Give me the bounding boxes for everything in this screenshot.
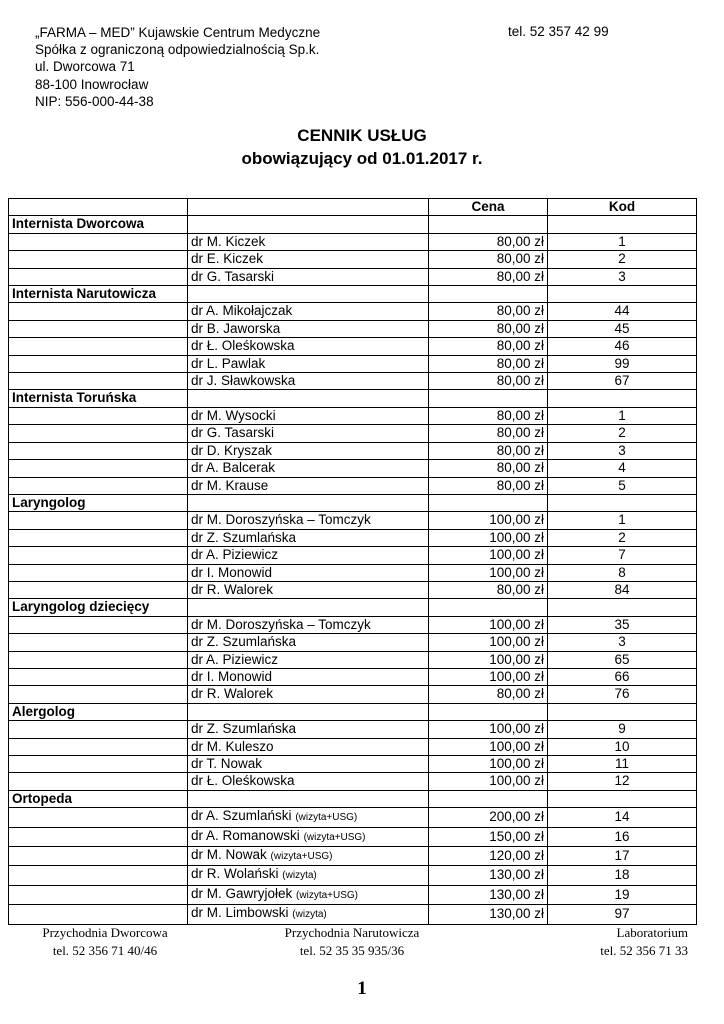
empty-cell <box>9 721 188 738</box>
table-row <box>9 251 697 268</box>
company-city: 88-100 Inowrocław <box>35 76 149 92</box>
company-header <box>35 24 320 110</box>
doctor-name: dr M. Kuleszo <box>191 738 274 754</box>
code-cell: 19 <box>548 885 697 904</box>
doctor-cell <box>188 251 429 268</box>
empty-cell <box>548 703 697 720</box>
doctor-cell <box>188 866 429 885</box>
doctor-cell <box>188 407 429 424</box>
doctor-name: dr M. Doroszyńska – Tomczyk <box>191 616 371 632</box>
price-cell: 100,00 zł <box>429 512 548 529</box>
table-row <box>9 233 697 250</box>
doctor-name: dr M. Limbowski <box>191 905 289 921</box>
price-cell: 100,00 zł <box>429 564 548 581</box>
code-cell: 5 <box>548 477 697 494</box>
doctor-cell <box>188 373 429 390</box>
empty-cell <box>9 268 188 285</box>
table-row <box>9 477 697 494</box>
price-cell: 80,00 zł <box>429 320 548 337</box>
table-row <box>9 885 697 904</box>
doctor-cell <box>188 773 429 790</box>
visit-note: (wizyta) <box>292 909 327 921</box>
table-row <box>9 529 697 546</box>
category-row <box>9 494 697 511</box>
footer-clinic-phone: tel. 52 356 71 40/46 <box>52 943 158 958</box>
company-nip: NIP: 556-000-44-38 <box>35 93 154 109</box>
category-row <box>9 286 697 303</box>
footer-clinic-name: Przychodnia Dworcowa <box>42 925 168 940</box>
price-cell: 100,00 zł <box>429 721 548 738</box>
doctor-cell <box>188 355 429 372</box>
category-row <box>9 390 697 407</box>
footer-clinic-phone: tel. 52 35 35 935/36 <box>299 943 405 958</box>
doctor-cell <box>188 320 429 337</box>
code-cell: 1 <box>548 407 697 424</box>
empty-cell <box>9 866 188 885</box>
price-cell: 100,00 zł <box>429 651 548 668</box>
empty-cell <box>9 442 188 459</box>
code-cell: 1 <box>548 512 697 529</box>
document-subtitle: obowiązujący od 01.01.2017 r. <box>241 149 483 168</box>
table-row <box>9 355 697 372</box>
code-cell: 3 <box>548 268 697 285</box>
empty-cell <box>188 790 429 807</box>
category-label: Internista Toruńska <box>9 390 188 407</box>
price-cell: 80,00 zł <box>429 460 548 477</box>
empty-cell <box>9 460 188 477</box>
empty-cell <box>9 885 188 904</box>
code-cell: 16 <box>548 827 697 846</box>
doctor-cell <box>188 827 429 846</box>
doctor-cell <box>188 233 429 250</box>
doctor-name: dr M. Kiczek <box>191 233 266 249</box>
company-street: ul. Dworcowa 71 <box>35 59 135 75</box>
empty-cell <box>9 827 188 846</box>
category-row <box>9 790 697 807</box>
doctor-name: dr G. Tasarski <box>191 425 275 441</box>
footer-clinic-phone: tel. 52 356 71 33 <box>600 943 688 958</box>
table-row <box>9 268 697 285</box>
code-cell: 7 <box>548 547 697 564</box>
empty-cell <box>548 216 697 233</box>
doctor-name: dr Z. Szumlańska <box>191 634 297 650</box>
code-cell: 2 <box>548 529 697 546</box>
empty-cell <box>9 477 188 494</box>
code-cell: 12 <box>548 773 697 790</box>
price-cell: 80,00 zł <box>429 477 548 494</box>
price-cell: 80,00 zł <box>429 251 548 268</box>
document-title: CENNIK USŁUG <box>297 126 427 145</box>
doctor-cell <box>188 808 429 827</box>
price-cell: 100,00 zł <box>429 634 548 651</box>
company-legal-form: Spółka z ograniczoną odpowiedzialnością Sp.k. <box>35 42 320 58</box>
price-cell: 80,00 zł <box>429 425 548 442</box>
doctor-name: dr A. Romanowski <box>191 827 300 843</box>
code-cell: 2 <box>548 425 697 442</box>
company-phone: tel. 52 357 42 99 <box>508 24 609 39</box>
price-cell: 80,00 zł <box>429 233 548 250</box>
doctor-cell <box>188 268 429 285</box>
doctor-cell <box>188 581 429 598</box>
visit-note: (wizyta+USG) <box>303 831 366 843</box>
category-label: Laryngolog dziecięcy <box>9 599 188 616</box>
empty-cell <box>9 616 188 633</box>
empty-cell <box>9 686 188 703</box>
price-cell: 80,00 zł <box>429 338 548 355</box>
code-cell: 17 <box>548 847 697 866</box>
empty-cell <box>548 390 697 407</box>
doctor-name: dr A. Mikołajczak <box>191 303 293 319</box>
footer-clinic-name: Laboratorium <box>616 925 688 940</box>
doctor-cell <box>188 634 429 651</box>
code-cell: 65 <box>548 651 697 668</box>
empty-cell <box>188 216 429 233</box>
doctor-cell <box>188 885 429 904</box>
category-row <box>9 599 697 616</box>
doctor-name: dr Z. Szumlańska <box>191 721 297 737</box>
doctor-cell <box>188 651 429 668</box>
doctor-cell <box>188 756 429 773</box>
category-label: Alergolog <box>9 703 188 720</box>
doctor-name: dr E. Kiczek <box>191 251 264 267</box>
empty-cell <box>429 216 548 233</box>
empty-cell <box>548 790 697 807</box>
empty-cell <box>9 512 188 529</box>
code-cell: 3 <box>548 634 697 651</box>
empty-cell <box>9 634 188 651</box>
empty-cell <box>548 494 697 511</box>
header-doctor <box>188 199 429 216</box>
table-row <box>9 905 697 924</box>
table-row <box>9 373 697 390</box>
price-cell: 80,00 zł <box>429 581 548 598</box>
price-cell: 80,00 zł <box>429 442 548 459</box>
visit-note: (wizyta+USG) <box>296 889 358 901</box>
table-row <box>9 616 697 633</box>
doctor-name: dr M. Gawryjołek <box>191 885 293 901</box>
price-cell: 130,00 zł <box>429 866 548 885</box>
table-header-row <box>9 199 697 216</box>
price-cell: 100,00 zł <box>429 616 548 633</box>
empty-cell <box>429 494 548 511</box>
price-cell: 150,00 zł <box>429 827 548 846</box>
visit-note: (wizyta+USG) <box>270 851 333 863</box>
empty-cell <box>188 390 429 407</box>
doctor-name: dr R. Wolański <box>191 866 279 882</box>
empty-cell <box>9 773 188 790</box>
table-row <box>9 442 697 459</box>
doctor-name: dr R. Walorek <box>191 581 274 597</box>
empty-cell <box>9 738 188 755</box>
empty-cell <box>9 847 188 866</box>
footer-dworcowa <box>30 924 180 960</box>
doctor-name: dr M. Wysocki <box>191 407 276 423</box>
table-row <box>9 512 697 529</box>
doctor-cell <box>188 721 429 738</box>
code-cell: 3 <box>548 442 697 459</box>
price-cell: 120,00 zł <box>429 847 548 866</box>
empty-cell <box>9 808 188 827</box>
visit-note: (wizyta) <box>282 870 317 882</box>
empty-cell <box>548 286 697 303</box>
doctor-cell <box>188 338 429 355</box>
footer-clinic-name: Przychodnia Narutowicza <box>284 925 420 940</box>
empty-cell <box>429 703 548 720</box>
empty-cell <box>9 320 188 337</box>
empty-cell <box>9 425 188 442</box>
price-cell: 200,00 zł <box>429 808 548 827</box>
doctor-name: dr B. Jaworska <box>191 320 281 336</box>
code-cell: 84 <box>548 581 697 598</box>
empty-cell <box>188 286 429 303</box>
table-row <box>9 634 697 651</box>
empty-cell <box>429 286 548 303</box>
table-row <box>9 721 697 738</box>
table-row <box>9 338 697 355</box>
doctor-name: dr M. Nowak <box>191 847 267 863</box>
price-cell: 80,00 zł <box>429 686 548 703</box>
price-cell: 80,00 zł <box>429 407 548 424</box>
price-table <box>8 198 697 925</box>
doctor-cell <box>188 905 429 924</box>
empty-cell <box>9 251 188 268</box>
doctor-name: dr D. Kryszak <box>191 442 273 458</box>
empty-cell <box>429 390 548 407</box>
doctor-name: dr Ł. Oleśkowska <box>191 338 295 354</box>
code-cell: 67 <box>548 373 697 390</box>
empty-cell <box>9 581 188 598</box>
code-cell: 66 <box>548 668 697 685</box>
empty-cell <box>9 233 188 250</box>
code-cell: 11 <box>548 756 697 773</box>
code-cell: 35 <box>548 616 697 633</box>
visit-note: (wizyta+USG) <box>295 812 358 824</box>
code-cell: 97 <box>548 905 697 924</box>
code-cell: 4 <box>548 460 697 477</box>
code-cell: 76 <box>548 686 697 703</box>
code-cell: 14 <box>548 808 697 827</box>
price-cell: 100,00 zł <box>429 773 548 790</box>
code-cell: 1 <box>548 233 697 250</box>
doctor-name: dr Ł. Oleśkowska <box>191 773 295 789</box>
doctor-cell <box>188 512 429 529</box>
empty-cell <box>9 651 188 668</box>
doctor-name: dr A. Piziewicz <box>191 547 279 563</box>
price-cell: 80,00 zł <box>429 268 548 285</box>
empty-cell <box>9 529 188 546</box>
price-cell: 100,00 zł <box>429 756 548 773</box>
empty-cell <box>188 494 429 511</box>
table-row <box>9 651 697 668</box>
code-cell: 46 <box>548 338 697 355</box>
table-row <box>9 756 697 773</box>
price-cell: 130,00 zł <box>429 905 548 924</box>
category-label: Ortopeda <box>9 790 188 807</box>
code-cell: 44 <box>548 303 697 320</box>
price-cell: 100,00 zł <box>429 738 548 755</box>
table-row <box>9 564 697 581</box>
table-row <box>9 808 697 827</box>
doctor-cell <box>188 529 429 546</box>
table-row <box>9 827 697 846</box>
table-row <box>9 460 697 477</box>
price-cell: 80,00 zł <box>429 303 548 320</box>
doctor-cell <box>188 686 429 703</box>
doctor-cell <box>188 460 429 477</box>
price-table-body <box>9 216 697 924</box>
empty-cell <box>188 599 429 616</box>
doctor-name: dr I. Monowid <box>191 564 273 580</box>
table-row <box>9 773 697 790</box>
table-row <box>9 581 697 598</box>
empty-cell <box>9 668 188 685</box>
table-row <box>9 738 697 755</box>
code-cell: 8 <box>548 564 697 581</box>
doctor-name: dr R. Walorek <box>191 686 274 702</box>
company-name: „FARMA – MED” Kujawskie Centrum Medyczne <box>35 25 321 40</box>
empty-cell <box>9 905 188 924</box>
category-label: Internista Dworcowa <box>9 216 188 233</box>
doctor-name: dr Z. Szumlańska <box>191 529 297 545</box>
doctor-name: dr J. Sławkowska <box>191 373 296 389</box>
table-row <box>9 866 697 885</box>
empty-cell <box>9 373 188 390</box>
doctor-cell <box>188 668 429 685</box>
empty-cell <box>548 599 697 616</box>
code-cell: 10 <box>548 738 697 755</box>
empty-cell <box>188 703 429 720</box>
empty-cell <box>9 355 188 372</box>
empty-cell <box>429 599 548 616</box>
category-label: Laryngolog <box>9 494 188 511</box>
doctor-name: dr I. Monowid <box>191 668 273 684</box>
table-row <box>9 303 697 320</box>
price-cell: 80,00 zł <box>429 355 548 372</box>
doctor-cell <box>188 564 429 581</box>
header-price: Cena <box>429 199 548 216</box>
doctor-cell <box>188 425 429 442</box>
table-row <box>9 686 697 703</box>
doctor-name: dr A. Piziewicz <box>191 651 279 667</box>
category-row <box>9 703 697 720</box>
table-row <box>9 547 697 564</box>
price-cell: 130,00 zł <box>429 885 548 904</box>
table-row <box>9 407 697 424</box>
empty-cell <box>9 303 188 320</box>
doctor-cell <box>188 303 429 320</box>
header-category <box>9 199 188 216</box>
price-cell: 80,00 zł <box>429 373 548 390</box>
price-cell: 100,00 zł <box>429 529 548 546</box>
table-row <box>9 320 697 337</box>
code-cell: 18 <box>548 866 697 885</box>
empty-cell <box>9 407 188 424</box>
doctor-cell <box>188 442 429 459</box>
code-cell: 99 <box>548 355 697 372</box>
empty-cell <box>9 547 188 564</box>
doctor-cell <box>188 738 429 755</box>
empty-cell <box>429 790 548 807</box>
doctor-name: dr G. Tasarski <box>191 268 275 284</box>
doctor-name: dr M. Krause <box>191 477 269 493</box>
code-cell: 2 <box>548 251 697 268</box>
table-row <box>9 425 697 442</box>
empty-cell <box>9 338 188 355</box>
doctor-cell <box>188 547 429 564</box>
doctor-name: dr T. Nowak <box>191 756 263 771</box>
price-cell: 100,00 zł <box>429 668 548 685</box>
doctor-name: dr A. Szumlański <box>191 808 292 824</box>
doctor-cell <box>188 847 429 866</box>
page-number: 1 <box>357 978 367 999</box>
doctor-name: dr M. Doroszyńska – Tomczyk <box>191 512 371 528</box>
doctor-cell <box>188 616 429 633</box>
code-cell: 45 <box>548 320 697 337</box>
category-row <box>9 216 697 233</box>
code-cell: 9 <box>548 721 697 738</box>
empty-cell <box>9 756 188 773</box>
doctor-cell <box>188 477 429 494</box>
doctor-name: dr L. Pawlak <box>191 355 266 371</box>
category-label: Internista Narutowicza <box>9 286 188 303</box>
empty-cell <box>9 564 188 581</box>
table-row <box>9 847 697 866</box>
price-cell: 100,00 zł <box>429 547 548 564</box>
footer-laboratorium <box>556 924 688 960</box>
footer-narutowicza <box>262 924 442 960</box>
header-code: Kod <box>548 199 697 216</box>
doctor-name: dr A. Balcerak <box>191 460 276 476</box>
table-row <box>9 668 697 685</box>
